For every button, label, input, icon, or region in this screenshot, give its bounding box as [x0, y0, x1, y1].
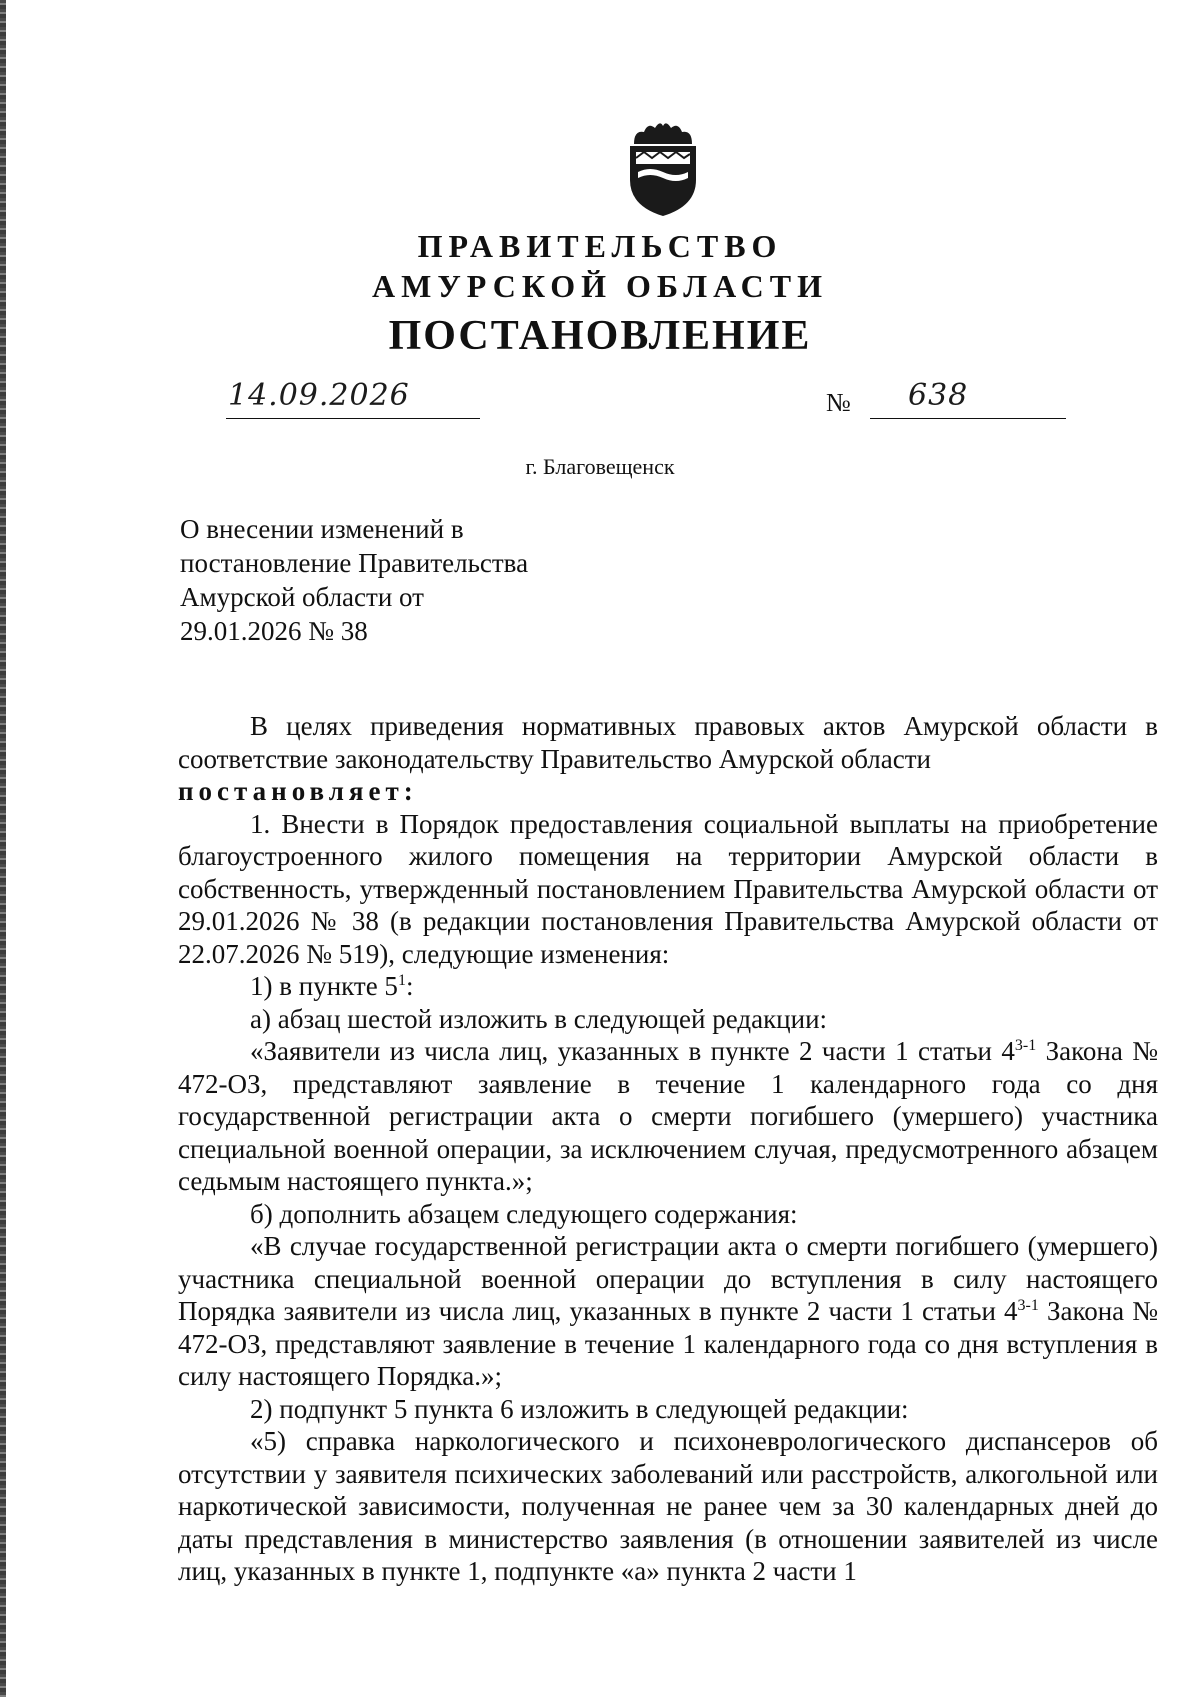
subitem-1b-paragraph: б) дополнить абзацем следующего содержания:: [250, 1198, 798, 1229]
subject-line: 29.01.2026 № 38: [180, 616, 368, 646]
date-field: [226, 378, 480, 419]
subitem-1-paragraph: [178, 970, 1158, 1003]
handwritten-date: 14.09.2026: [228, 378, 410, 413]
number-label: №: [826, 388, 851, 417]
subitem-1a-paragraph: а) абзац шестой изложить в следующей редакции:: [250, 1003, 828, 1034]
preamble-paragraph: В целях приведения нормативных правовых актов Амурской области в соответствие законодательству Правительство Амурской области: [178, 711, 1158, 774]
subject-line: О внесении изменений в: [180, 514, 464, 544]
quote-2-superscript: 3-1: [1017, 1297, 1039, 1314]
subitem-2-paragraph: 2) подпункт 5 пункта 6 изложить в следующей редакции:: [250, 1393, 909, 1424]
subject-line: Амурской области от: [180, 582, 424, 612]
quote-2-text-end: Закона № 472-ОЗ, представляют заявление в течение 1 календарного года со дня вступления в силу настоящего Порядка.»;: [178, 1296, 1159, 1391]
item-1-paragraph: 1. Внести в Порядок предоставления социальной выплаты на приобретение благоустроенного жилого помещения на территории Амурской области в собственность, утвержденный постановлением Правительства Амурской области от 29.01.2026 № 38 (в редакции постановления Правительства Амурской области от 22.07.2026 № 519), следующие изменения:: [178, 808, 1158, 969]
quote-1-text-start: «Заявители из числа лиц, указанных в пункте 2 части 1 статьи 4: [250, 1036, 1015, 1066]
resolve-word: постановляет:: [178, 776, 418, 806]
handwritten-number: 638: [908, 378, 969, 413]
quote-3-paragraph: «5) справка наркологического и психоневрологического диспансеров об отсутствии у заявителя психических заболеваний или расстройств, алкогольной или наркотической зависимости, полученная не ранее чем за 30 календарных дней до даты представления в министерство заявления (в отношении заявителей из числе лиц, указанных в пункте 1, подпункте «а» пункта 2 части 1: [178, 1426, 1158, 1586]
quote-1-paragraph: [178, 1035, 1158, 1198]
quote-2-paragraph: [178, 1230, 1158, 1393]
city-name: г. Благовещенск: [525, 454, 675, 479]
quote-1-superscript: 3-1: [1014, 1037, 1037, 1054]
amur-region-coat-of-arms-icon: [620, 118, 706, 218]
document-subject: [180, 512, 600, 648]
document-type-title: ПОСТАНОВЛЕНИЕ: [388, 313, 812, 359]
quote-2-text-start: «В случае государственной регистрации акта о смерти погибшего (умершего) участника специальной военной операции до вступления в силу настоящего Порядка заявители из числа лиц, указанных в пункте 2 части 1 статьи 4: [178, 1231, 1158, 1326]
organization-name-line-1: ПРАВИТЕЛЬСТВО: [417, 228, 783, 264]
subitem-1-superscript: 1: [397, 972, 406, 989]
organization-name-line-2: АМУРСКОЙ ОБЛАСТИ: [372, 268, 828, 304]
subitem-1-colon: :: [405, 971, 414, 1001]
quote-1-text-end: Закона № 472-ОЗ, представляют заявление в течение 1 календарного года со дня государственной регистрации акта о смерти погибшего (умершего) участника специальной военной операции, за исключением случая, предусмотренного абзацем седьмым настоящего пункта.»;: [178, 1036, 1158, 1196]
number-field: [870, 378, 1066, 419]
document-body: [178, 710, 1158, 1588]
subject-line: постановление Правительства: [180, 548, 529, 578]
subitem-1-text: 1) в пункте 5: [250, 971, 398, 1001]
